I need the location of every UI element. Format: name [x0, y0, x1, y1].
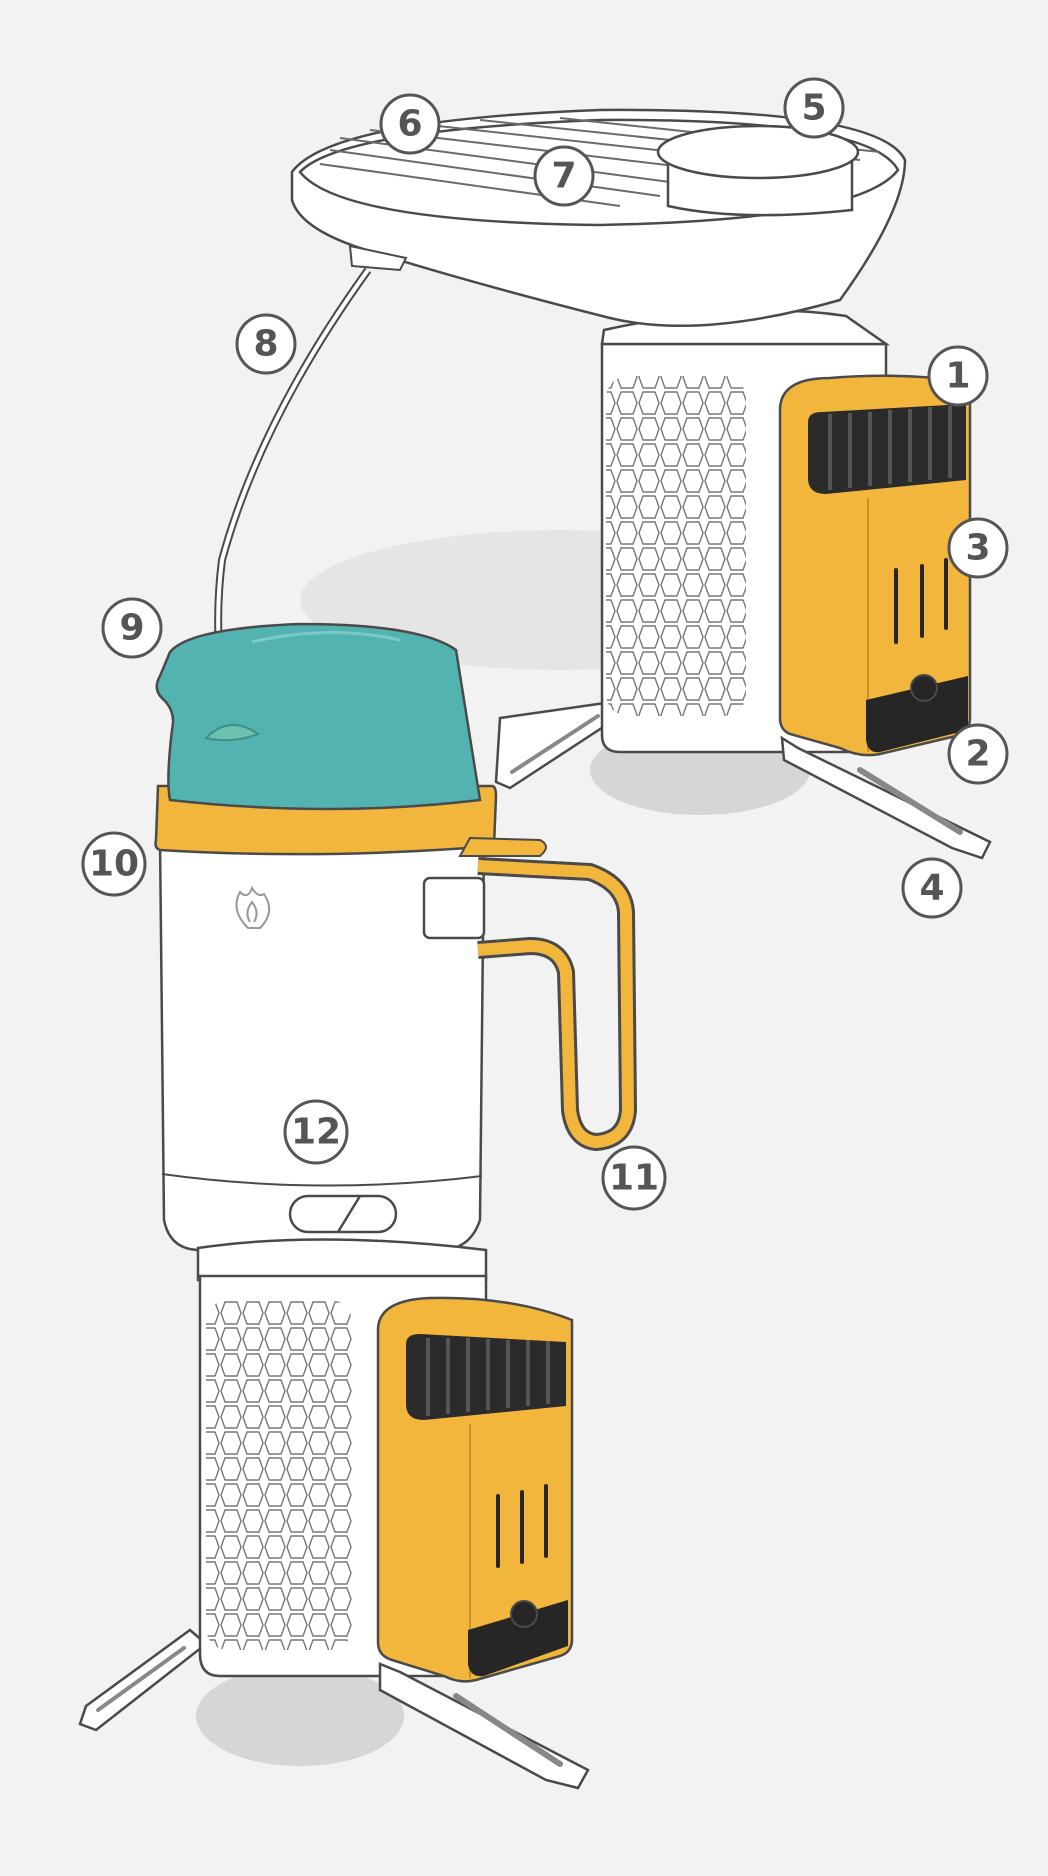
callout-10: [83, 833, 145, 895]
callout-6: [381, 95, 439, 153]
honeycomb-grille-icon: [206, 1300, 352, 1650]
kettle-lid: [157, 624, 480, 809]
stove-collar-bottom: [198, 1239, 486, 1280]
power-button-bottom[interactable]: [511, 1601, 537, 1627]
slash-logo-icon: [290, 1196, 396, 1232]
callout-12: [285, 1101, 347, 1163]
callout-5-label: 5: [801, 87, 827, 129]
stove-shadow-bottom: [196, 1666, 404, 1766]
power-button[interactable]: [911, 675, 937, 701]
fan-vent-slats: [830, 406, 950, 490]
callout-11: [603, 1147, 665, 1209]
stove-leg-front: [380, 1664, 588, 1788]
callout-2: [949, 725, 1007, 783]
callout-3: [949, 519, 1007, 577]
callout-8: [237, 315, 295, 373]
callout-3-label: 3: [965, 527, 991, 569]
callout-1: [929, 347, 987, 405]
callout-2-label: 2: [965, 733, 991, 775]
callout-8-label: 8: [253, 323, 279, 365]
callout-7-label: 7: [551, 155, 577, 197]
bottom-stove: [80, 1239, 588, 1788]
callout-6-label: 6: [397, 103, 423, 145]
callout-7: [535, 147, 593, 205]
handle-bracket: [424, 878, 484, 938]
callout-12-label: 12: [290, 1111, 342, 1153]
callout-9-label: 9: [119, 607, 145, 649]
fan-vent-slats-bottom: [428, 1338, 548, 1416]
callout-4: [903, 859, 961, 917]
pot-handle[interactable]: [478, 866, 628, 1142]
callout-1-label: 1: [945, 355, 971, 397]
callout-5: [785, 79, 843, 137]
honeycomb-grille-icon: [606, 376, 746, 716]
callout-10-label: 10: [88, 843, 140, 885]
callout-11-label: 11: [608, 1157, 660, 1199]
callout-9: [103, 599, 161, 657]
callout-4-label: 4: [919, 867, 945, 909]
